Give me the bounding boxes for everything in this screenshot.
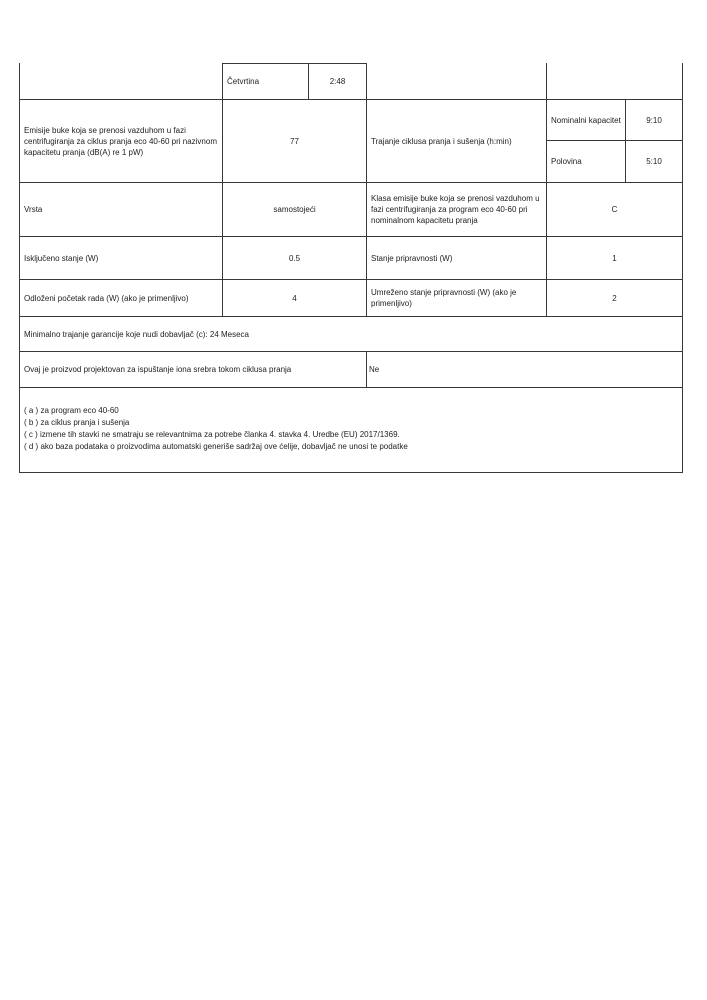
cell-half-capacity-label: Polovina (547, 141, 626, 183)
cell-noise-class-value: C (547, 183, 682, 237)
cell-cycle-duration-label: Trajanje ciklusa pranja i sušenja (h:min) (367, 100, 547, 183)
cell-networked-standby-label: Umreženo stanje pripravnosti (W) (ako je primenljivo) (367, 280, 547, 317)
cell-noise-emission-value: 77 (223, 100, 367, 183)
footnote-a: ( a ) za program eco 40-60 (24, 406, 119, 415)
cell-noise-class-label: Klasa emisije buke koja se prenosi vazduhom u fazi centrifugiranja za program eco 40-60 pri nominalnom kapacitetu pranja (367, 183, 547, 237)
cell-off-mode-value: 0.5 (223, 237, 367, 280)
footnote-c: ( c ) izmene tih stavki ne smatraju se relevantnima za potrebe članka 4. stavka 4. Uredbe (EU) 2017/1369. (24, 430, 400, 439)
cell-type-label: Vrsta (20, 183, 223, 237)
cell-delayed-start-value: 4 (223, 280, 367, 317)
cell-delayed-start-label: Odloženi početak rada (W) (ako je primenljivo) (20, 280, 223, 317)
footnotes-block (20, 388, 682, 472)
cell-top-empty-right (547, 63, 682, 100)
cell-off-mode-label: Isključeno stanje (W) (20, 237, 223, 280)
cell-networked-standby-value: 2 (547, 280, 682, 317)
cell-nominal-capacity-value: 9:10 (626, 100, 682, 141)
cell-silver-ion-value: Ne (367, 352, 682, 388)
footnote-d: ( d ) ako baza podataka o proizvodima automatski generiše sadržaj ove ćelije, dobavljač ne unosi te podatke (24, 442, 408, 451)
cell-nominal-capacity-label: Nominalni kapacitet (547, 100, 626, 141)
cell-standby-value: 1 (547, 237, 682, 280)
cell-standby-label: Stanje pripravnosti (W) (367, 237, 547, 280)
footnote-b: ( b ) za ciklus pranja i sušenja (24, 418, 130, 427)
cell-top-empty-mid (367, 63, 547, 100)
cell-top-empty-left (20, 63, 223, 100)
cell-half-capacity-value: 5:10 (626, 141, 682, 183)
cell-silver-ion-label: Ovaj je proizvod projektovan za ispuštanje iona srebra tokom ciklusa pranja (20, 352, 367, 388)
cell-type-value: samostojeći (223, 183, 367, 237)
cell-noise-emission-label: Emisije buke koja se prenosi vazduhom u fazi centrifugiranja za ciklus pranja eco 40-60 pri nazivnom kapacitetu pranja (dB(A) re 1 pW) (20, 100, 223, 183)
product-fiche-table (19, 63, 683, 473)
cell-warranty-text: Minimalno trajanje garancije koje nudi dobavljač (c): 24 Meseca (20, 317, 682, 352)
cell-quarter-value: 2:48 (309, 63, 367, 100)
cell-quarter-label: Četvrtina (223, 63, 309, 100)
